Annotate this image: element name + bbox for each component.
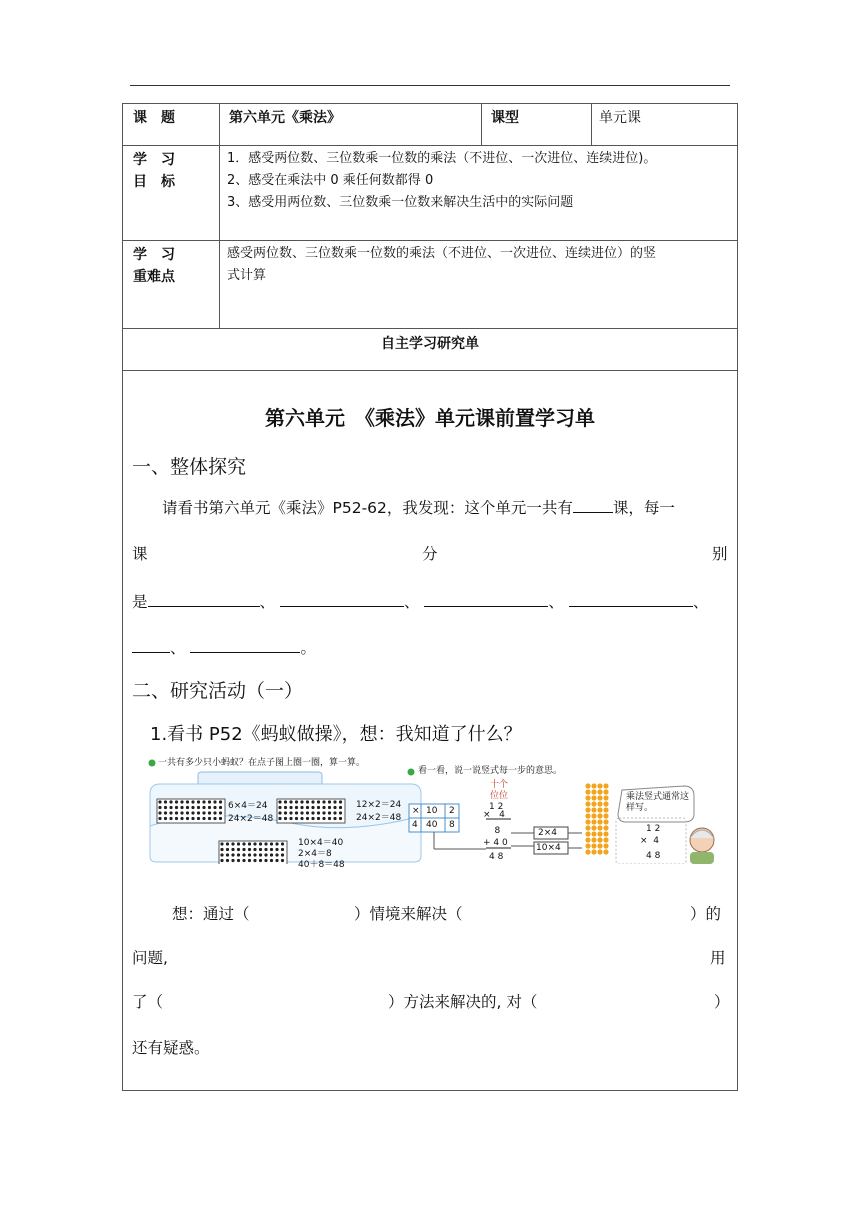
left-caption: 一共有多少只小蚂蚁？在点子图上圈一圈，算一算。: [158, 758, 366, 768]
lesson-blank-5[interactable]: [132, 638, 170, 653]
think-blank-3[interactable]: [176, 1006, 376, 1020]
think-c: ）的: [690, 905, 722, 923]
separator: 、: [548, 593, 564, 611]
final-line-2: × 4: [640, 836, 659, 846]
think-line4: 还有疑惑。: [132, 1039, 210, 1057]
think-blank-1[interactable]: [270, 918, 350, 932]
lesson-count-blank[interactable]: [573, 498, 613, 513]
section1-line1-a: 请看书第六单元《乘法》P52-62，我发现：这个单元一共有: [162, 499, 573, 517]
separator: 、: [403, 593, 420, 611]
think-line3-c: ）: [714, 993, 730, 1011]
grid-cell: 8: [449, 820, 455, 830]
type-label: 课型: [491, 110, 519, 126]
lesson-blank-6[interactable]: [190, 638, 300, 653]
step-box-1: 2×4: [538, 828, 557, 838]
worksheet-title: 第六单元 《乘法》单元课前置学习单: [265, 406, 595, 430]
lesson-blank-2[interactable]: [280, 592, 404, 607]
topic-value: 第六单元《乘法》: [229, 110, 341, 126]
eq-2b: 24×2＝48: [356, 813, 402, 823]
keypoints-label-1: 学 习: [133, 247, 175, 263]
goal-item-2: 2、感受在乘法中 0 乘任何数都得 0: [227, 173, 434, 188]
keypoints-text-1: 感受两位数、三位数乘一位数的乘法（不进位、一次进位、连续进位）的竖: [227, 246, 657, 261]
section1-line2-a: 课: [132, 545, 148, 563]
dot-grid-3: [219, 841, 287, 864]
counting-beads: [585, 783, 608, 854]
vertical-line-2: × 4: [483, 810, 505, 820]
type-value: 单元课: [599, 110, 641, 126]
place-labels: 十个 位位: [490, 780, 509, 801]
dot-grid-1: [157, 799, 225, 823]
period: 。: [300, 639, 316, 657]
lesson-blank-3[interactable]: [424, 592, 548, 607]
section1-line2-c: 别: [712, 545, 728, 563]
eq-1b: 24×2＝48: [228, 814, 274, 824]
eq-3b: 2×4＝8: [298, 849, 332, 859]
bullet-icon: [149, 760, 156, 767]
vertical-line-1: 1 2: [489, 802, 504, 812]
eq-1a: 6×4＝24: [228, 801, 268, 811]
separator: 、: [692, 593, 709, 611]
think-b: ）情境来解决（: [354, 905, 463, 923]
think-line3-b: ）方法来解决的, 对（: [388, 993, 538, 1011]
row-divider: [123, 370, 737, 371]
separator: 、: [259, 593, 276, 611]
speech-bubble: 乘法竖式通常这样写。: [626, 792, 690, 813]
section2-heading: 二、研究活动（一）: [132, 680, 304, 702]
think-a: 想：通过（: [172, 905, 250, 923]
grid-cell: 10: [426, 806, 438, 816]
section1-line3: [132, 590, 708, 612]
grid-cell: 4: [412, 820, 418, 830]
grid-cell: ×: [412, 806, 420, 816]
row-divider: [123, 328, 737, 329]
col-divider: [591, 104, 592, 145]
eq-3c: 40＋8＝48: [298, 860, 345, 870]
section1-heading: 一、整体探究: [132, 456, 247, 478]
vertical-line-5: 4 8: [489, 852, 504, 862]
goals-label-1: 学 习: [133, 152, 175, 168]
dot-grid-2: [277, 799, 345, 823]
section1-line2-b: 分: [422, 545, 438, 563]
textbook-illustration: [146, 756, 730, 870]
header-rule: [130, 85, 730, 86]
section1-line1: [162, 496, 675, 518]
think-line2-b: 用: [710, 949, 726, 967]
vertical-line-4: + 4 0: [483, 838, 508, 848]
goals-label-2: 目 标: [133, 174, 175, 190]
keypoints-label-2: 重难点: [133, 269, 175, 285]
bullet-icon: [408, 769, 415, 776]
grid-cell: 40: [426, 820, 438, 830]
lesson-blank-4[interactable]: [569, 592, 693, 607]
final-line-1: 1 2: [646, 824, 661, 834]
separator: 、: [170, 639, 186, 657]
think-blank-2[interactable]: [490, 918, 680, 932]
topic-label: 课 题: [133, 110, 175, 126]
eq-2a: 12×2＝24: [356, 800, 402, 810]
think-line3-a: 了（: [132, 993, 164, 1011]
grid-cell: 2: [449, 806, 455, 816]
row-divider: [123, 145, 737, 146]
vertical-line-3: 8: [483, 826, 501, 836]
section1-line3-start: 是: [132, 593, 148, 611]
step-box-2: 10×4: [536, 843, 561, 853]
col-divider: [219, 104, 220, 328]
section1-line4: [132, 636, 316, 658]
think-blank-4[interactable]: [570, 1006, 710, 1020]
lesson-blank-1[interactable]: [148, 592, 260, 607]
goal-item-3: 3、感受用两位数、三位数乘一位数来解决生活中的实际问题: [227, 195, 574, 210]
right-caption: 看一看，说一说竖式每一步的意思。: [418, 766, 563, 776]
study-sheet-title: 自主学习研究单: [381, 336, 479, 352]
goal-item-1: 1．感受两位数、三位数乘一位数的乘法（不进位、一次进位、连续进位)。: [227, 151, 657, 166]
eq-3a: 10×4＝40: [298, 838, 344, 848]
think-line2-a: 问题,: [132, 949, 168, 967]
section1-line1-b: 课，每一: [612, 499, 675, 517]
row-divider: [123, 240, 737, 241]
col-divider: [481, 104, 482, 145]
keypoints-text-2: 式计算: [227, 268, 267, 283]
activity-1: 1.看书 P52《蚂蚁做操》，想：我知道了什么？: [150, 724, 522, 745]
final-line-3: 4 8: [646, 851, 661, 861]
